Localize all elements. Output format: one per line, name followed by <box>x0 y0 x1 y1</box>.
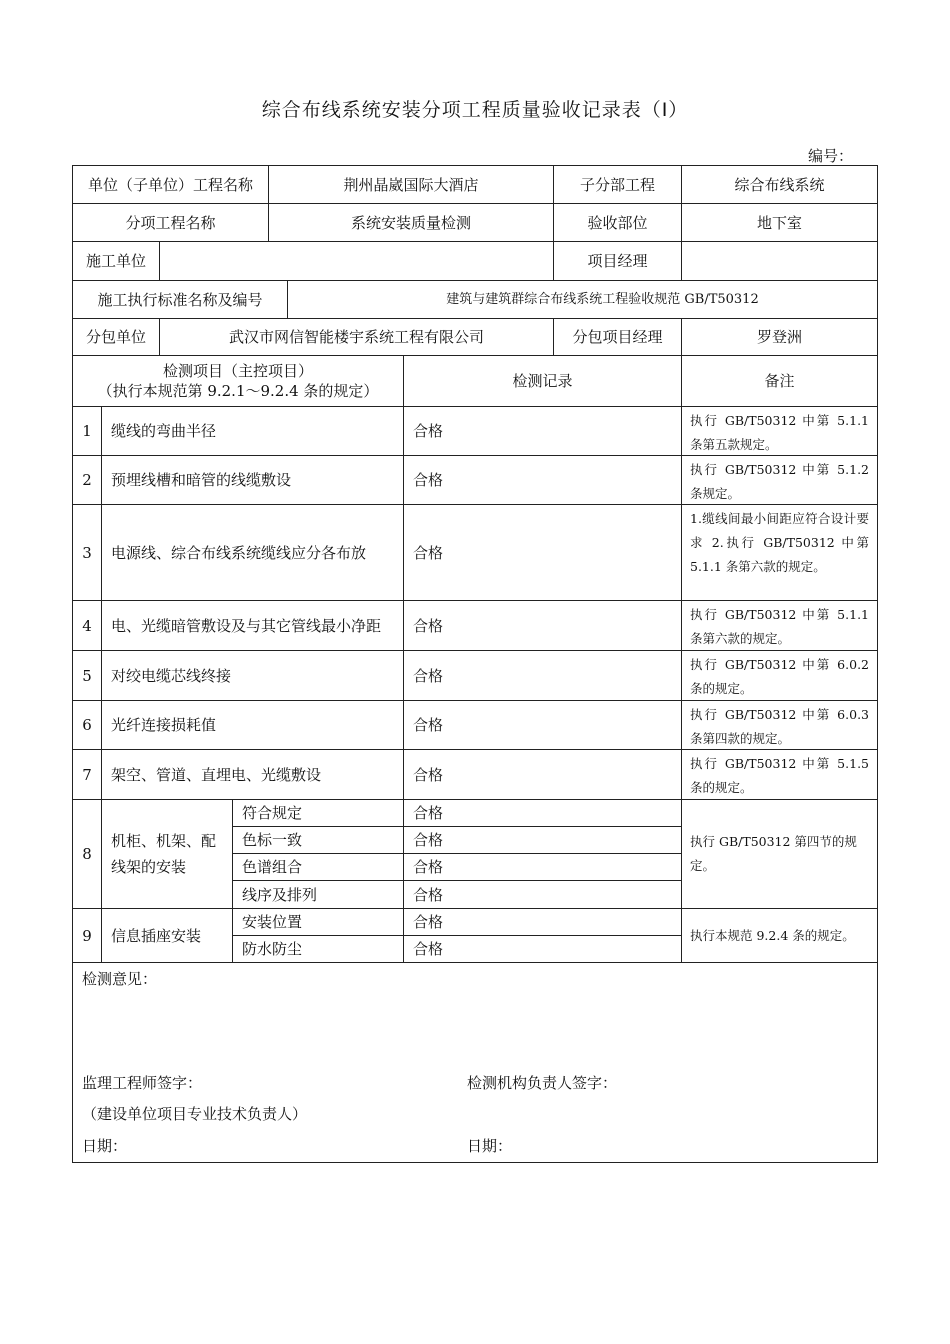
col-header-remark: 备注 <box>764 372 795 390</box>
col-header-record: 检测记录 <box>512 372 573 390</box>
row-number: 5 <box>82 666 92 685</box>
row-number: 4 <box>82 616 92 635</box>
subcontractor-label: 分包单位 <box>85 328 146 346</box>
project-manager-label: 项目经理 <box>587 252 648 270</box>
opinion-label: 检测意见： <box>82 970 158 988</box>
standard-label: 施工执行标准名称及编号 <box>97 290 263 309</box>
row-record: 合格 <box>413 765 444 784</box>
row-number: 9 <box>82 926 92 945</box>
row-record: 合格 <box>413 666 444 685</box>
row-item: 电源线、综合布线系统缆线应分各布放 <box>111 543 367 562</box>
sub-item-record: 合格 <box>413 831 444 849</box>
row-record: 合格 <box>413 543 444 562</box>
row-remark: 执行 GB/T50312 中第 6.0.3 条第四款的规定。 <box>690 707 869 746</box>
row-remark: 1.缆线间最小间距应符合设计要求 2.执行 GB/T50312 中第 5.1.1 条第六款的规定。 <box>690 511 869 574</box>
row-number: 7 <box>82 765 92 784</box>
sub-item-record: 合格 <box>413 913 444 931</box>
sub-item-name: 安装位置 <box>242 913 303 931</box>
row-item: 缆线的弯曲半径 <box>111 422 217 440</box>
sub-item-name: 线序及排列 <box>242 885 318 904</box>
subcontractor-value: 武汉市网信智能楼宇系统工程有限公司 <box>228 328 484 346</box>
row-item: 电、光缆暗管敷设及与其它管线最小净距 <box>111 616 382 635</box>
sub-item-label: 分项工程名称 <box>125 213 216 232</box>
owner-note: （建设单位项目专业技术负责人） <box>82 1105 308 1123</box>
sub-manager-value: 罗登洲 <box>756 328 802 346</box>
table-border-right <box>877 165 878 1163</box>
project-manager-value <box>682 242 877 280</box>
row-number: 8 <box>82 845 92 863</box>
row-remark: 执行 GB/T50312 中第 5.1.1 条第五款规定。 <box>690 413 869 452</box>
sub-item-name: 防水防尘 <box>242 940 303 958</box>
col-header-item-line2: （执行本规范第 9.2.1～9.2.4 条的规定） <box>97 382 379 400</box>
divider <box>72 962 878 963</box>
col-header-item-line1: 检测项目（主控项目） <box>162 362 313 380</box>
row-number: 1 <box>82 422 92 440</box>
table-border-bottom <box>72 1162 878 1163</box>
row-item: 对绞电缆芯线终接 <box>111 666 232 685</box>
row-item-line2: 线架的安装 <box>111 858 187 876</box>
sub-item-record: 合格 <box>413 804 444 822</box>
doc-number-label: 编号： <box>808 147 854 165</box>
col-header-item <box>73 356 403 406</box>
date-right-label: 日期： <box>467 1137 513 1155</box>
row-remark: 执行 GB/T50312 第四节的规定。 <box>690 834 857 873</box>
contractor-value <box>160 242 553 280</box>
row-remark: 执行 GB/T50312 中第 5.1.2 条规定。 <box>690 462 869 501</box>
sub-item-value: 系统安装质量检测 <box>350 213 471 232</box>
row-item: 预埋线槽和暗管的线缆敷设 <box>111 471 292 489</box>
unit-project-label: 单位（子单位）工程名称 <box>87 175 253 194</box>
sub-item-name: 色谱组合 <box>242 858 303 876</box>
sub-division-value: 综合布线系统 <box>734 175 825 194</box>
row-item: 信息插座安装 <box>111 926 202 945</box>
supervisor-sign-label: 监理工程师签字： <box>82 1074 203 1092</box>
row-item: 光纤连接损耗值 <box>111 716 217 734</box>
standard-value: 建筑与建筑群综合布线系统工程验收规范 GB/T50312 <box>446 291 759 307</box>
row-remark: 执行 GB/T50312 中第 5.1.1 条第六款的规定。 <box>690 607 869 646</box>
row-item: 架空、管道、直埋电、光缆敷设 <box>111 765 322 784</box>
row-record: 合格 <box>413 716 444 734</box>
row-remark: 执行 GB/T50312 中第 6.0.2 条的规定。 <box>690 657 869 696</box>
row-number: 6 <box>82 716 92 734</box>
sub-item-record: 合格 <box>413 885 444 904</box>
sub-item-record: 合格 <box>413 858 444 876</box>
row-item <box>102 800 232 908</box>
sub-item-name: 符合规定 <box>242 804 303 822</box>
acceptance-part-value: 地下室 <box>756 213 802 232</box>
unit-project-value: 荆州晶崴国际大酒店 <box>343 175 479 194</box>
contractor-label: 施工单位 <box>85 252 146 270</box>
row-record: 合格 <box>413 471 444 489</box>
acceptance-part-label: 验收部位 <box>587 213 648 232</box>
row-remark: 执行本规范 9.2.4 条的规定。 <box>690 927 855 943</box>
date-left-label: 日期： <box>82 1137 128 1155</box>
row-record: 合格 <box>413 616 444 635</box>
row-number: 3 <box>82 543 92 562</box>
page-title: 综合布线系统安装分项工程质量验收记录表（Ⅰ） <box>261 99 689 121</box>
row-item-line1: 机柜、机架、配 <box>111 832 217 850</box>
sub-item-record: 合格 <box>413 940 444 958</box>
sub-item-name: 色标一致 <box>242 831 303 849</box>
sub-manager-label: 分包项目经理 <box>572 328 663 346</box>
agency-sign-label: 检测机构负责人签字： <box>467 1074 618 1092</box>
sub-division-label: 子分部工程 <box>579 175 655 194</box>
row-remark: 执行 GB/T50312 中第 5.1.5 条的规定。 <box>690 756 869 795</box>
row-record: 合格 <box>413 422 444 440</box>
row-number: 2 <box>82 471 92 489</box>
